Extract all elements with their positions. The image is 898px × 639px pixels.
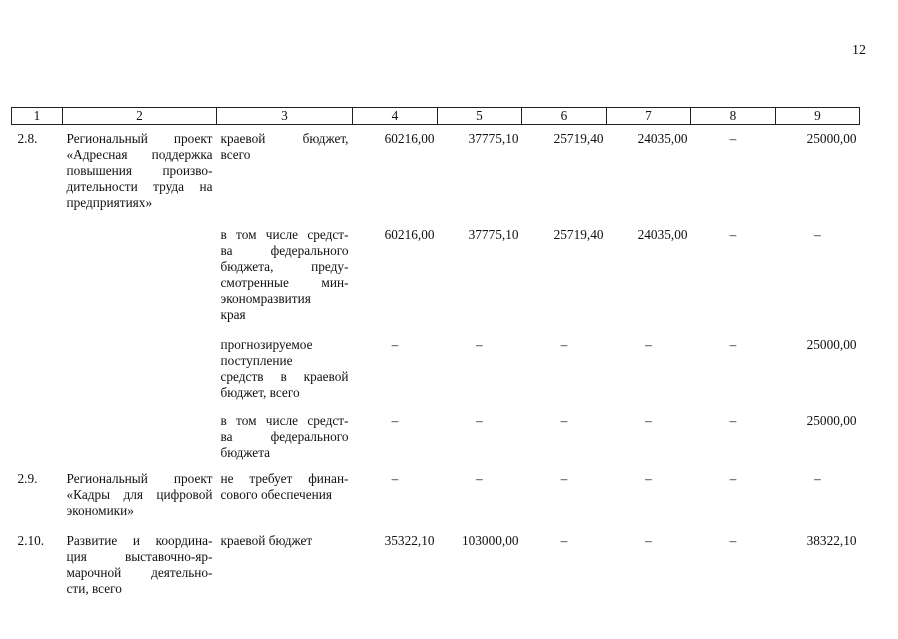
value-col-5: 37775,10: [468, 131, 519, 146]
value-col-4: –: [391, 471, 399, 486]
value-col-8: –: [729, 471, 737, 486]
funding-source: [217, 125, 353, 216]
table-row: [12, 403, 860, 461]
item-name-line: предприятиях»: [66, 195, 153, 210]
funding-source-line: прогнозируемое: [220, 337, 313, 352]
column-header-8: 8: [691, 108, 776, 125]
row-number: 2.8.: [17, 131, 38, 146]
value-col-6: 25719,40: [553, 227, 604, 242]
funding-source: [217, 461, 353, 523]
funding-source-line: краевой бюджет: [220, 533, 313, 548]
funding-source-line: сового обеспечения: [220, 487, 332, 502]
item-name-line: марочной деятельно-: [66, 565, 213, 580]
value-col-6: –: [560, 533, 568, 548]
value-col-8: –: [729, 337, 737, 352]
value-col-9: 25000,00: [806, 131, 857, 146]
funding-source-line: бюджета, преду-: [220, 259, 349, 274]
funding-source: [217, 523, 353, 597]
funding-source-line: бюджет, всего: [220, 385, 300, 400]
item-name-line: повышения произво-: [66, 163, 213, 178]
value-col-8: –: [729, 533, 737, 548]
column-header-9: 9: [776, 108, 860, 125]
value-col-7: –: [645, 471, 652, 486]
value-col-5: 103000,00: [461, 533, 519, 548]
value-col-7: –: [645, 337, 652, 352]
item-name-line: экономики»: [66, 503, 134, 518]
item-name-line: «Кадры для цифровой: [66, 487, 213, 502]
value-col-4: 60216,00: [384, 227, 435, 242]
funding-source-line: в том числе средст-: [220, 413, 349, 428]
value-col-7: 24035,00: [637, 227, 688, 242]
value-col-5: –: [476, 337, 483, 352]
value-col-7: –: [645, 413, 652, 428]
column-header-3: 3: [217, 108, 353, 125]
column-header-5: 5: [438, 108, 522, 125]
value-col-6: –: [560, 471, 568, 486]
item-name: [63, 523, 217, 597]
table-row: [12, 215, 860, 325]
item-name: [63, 403, 217, 461]
value-col-7: 24035,00: [637, 131, 688, 146]
column-header-6: 6: [522, 108, 607, 125]
funding-source-line: краевой бюджет,: [220, 131, 349, 146]
value-col-9: 25000,00: [806, 413, 857, 428]
item-name: [63, 125, 217, 216]
value-col-6: –: [560, 413, 568, 428]
funding-source-line: края: [220, 307, 246, 322]
row-number: 2.10.: [17, 533, 45, 548]
column-header-7: 7: [607, 108, 691, 125]
value-col-9: –: [814, 227, 821, 242]
table-row: [12, 325, 860, 403]
funding-source-line: экономразвития: [220, 291, 311, 306]
item-name-line: ция выставочно-яр-: [66, 549, 213, 564]
column-header-4: 4: [353, 108, 438, 125]
table-row: [12, 125, 860, 216]
table-body: [12, 125, 860, 598]
value-col-5: –: [476, 471, 483, 486]
funding-source-line: смотренные мин-: [220, 275, 349, 290]
column-header-1: 1: [12, 108, 63, 125]
page-number: 12: [852, 43, 866, 58]
funding-source-line: не требует финан-: [220, 471, 349, 486]
value-col-4: –: [391, 337, 399, 352]
funding-source-line: бюджета: [220, 445, 271, 460]
column-header-2: 2: [63, 108, 217, 125]
table-row: [12, 461, 860, 523]
row-number: [12, 403, 63, 461]
item-name-line: Региональный проект: [66, 131, 213, 146]
row-number: [12, 325, 63, 403]
funding-source: [217, 325, 353, 403]
value-col-9: 25000,00: [806, 337, 857, 352]
value-col-4: 60216,00: [384, 131, 435, 146]
value-col-6: –: [560, 337, 568, 352]
value-col-9: 38322,10: [806, 533, 857, 548]
funding-source: [217, 215, 353, 325]
table-row: [12, 523, 860, 597]
item-name-line: «Адресная поддержка: [66, 147, 213, 162]
value-col-8: –: [729, 227, 737, 242]
value-col-9: –: [814, 471, 821, 486]
funding-source-line: поступление: [220, 353, 293, 368]
value-col-5: 37775,10: [468, 227, 519, 242]
item-name-line: Региональный проект: [66, 471, 213, 486]
funding-source-line: в том числе средст-: [220, 227, 349, 242]
item-name-line: сти, всего: [66, 581, 122, 596]
value-col-5: –: [476, 413, 483, 428]
item-name: [63, 215, 217, 325]
funding-source-line: ва федерального: [220, 243, 349, 258]
item-name-line: дительности труда на: [66, 179, 213, 194]
value-col-6: 25719,40: [553, 131, 604, 146]
funding-source-line: средств в краевой: [220, 369, 349, 384]
budget-table: [11, 107, 860, 597]
funding-source-line: всего: [220, 147, 251, 162]
value-col-4: –: [391, 413, 399, 428]
item-name-line: Развитие и координа-: [66, 533, 213, 548]
header-row: [12, 108, 860, 125]
funding-source: [217, 403, 353, 461]
item-name: [63, 325, 217, 403]
value-col-4: 35322,10: [384, 533, 435, 548]
value-col-8: –: [729, 413, 737, 428]
value-col-8: –: [729, 131, 737, 146]
value-col-7: –: [645, 533, 652, 548]
funding-source-line: ва федерального: [220, 429, 349, 444]
row-number: [12, 215, 63, 325]
row-number: 2.9.: [17, 471, 38, 486]
item-name: [63, 461, 217, 523]
